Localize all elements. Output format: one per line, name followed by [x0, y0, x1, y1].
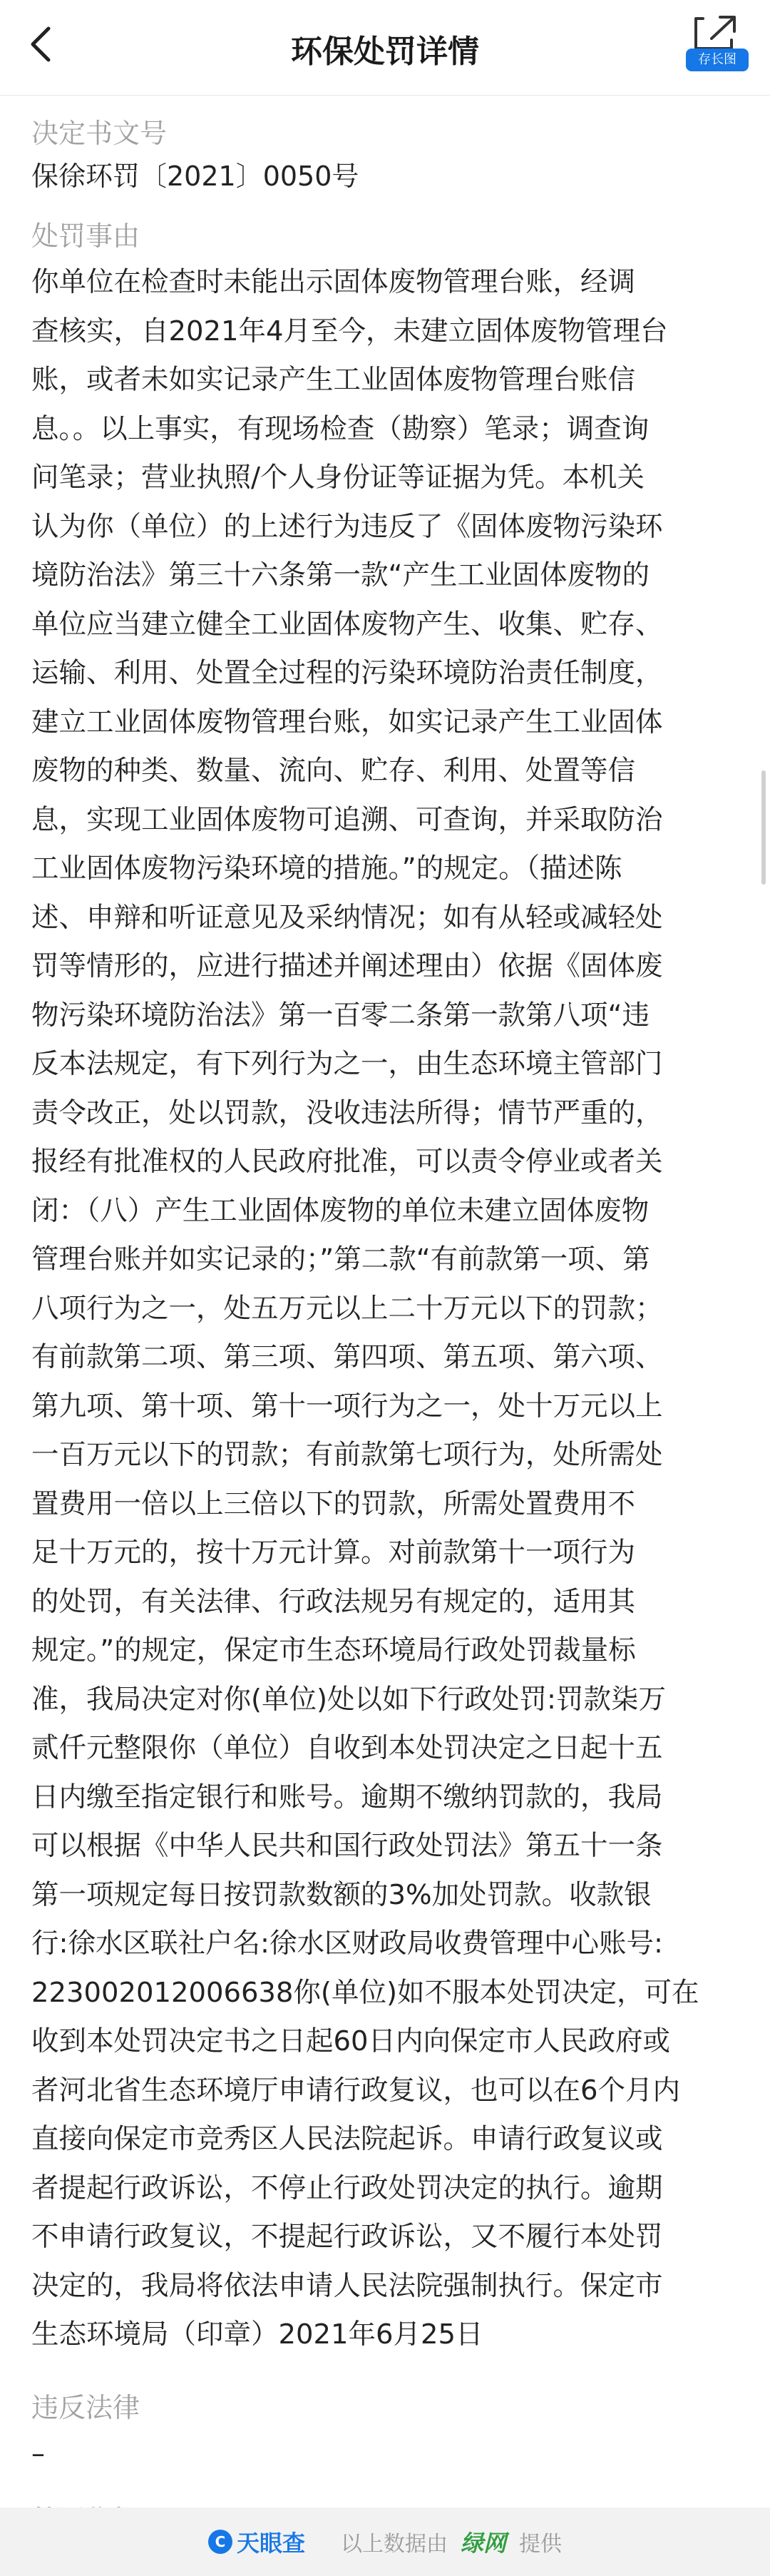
- reason-line: 者提起行政诉讼，不停止行政处罚决定的执行。逾期: [31, 2172, 663, 2204]
- reason-line: 反本法规定，有下列行为之一，由生态环境主管部门: [31, 1048, 663, 1080]
- reason-line: 收到本处罚决定书之日起60日内向保定市人民政府或: [31, 2025, 670, 2057]
- reason-line: 日内缴至指定银行和账号。逾期不缴纳罚款的，我局: [31, 1781, 663, 1813]
- reason-line: 生态环境局（印章）2021年6月25日: [31, 2318, 483, 2351]
- provide-text: 提供: [519, 2532, 563, 2557]
- reason-line: 直接向保定市竞秀区人民法院起诉。申请行政复议或: [31, 2123, 663, 2155]
- reason-line: 闭：（八）产生工业固体废物的单位未建立固体废物: [31, 1194, 650, 1227]
- reason-line: 认为你（单位）的上述行为违反了《固体废物污染环: [31, 510, 663, 543]
- reason-line: 责令改正，处以罚款，没收违法所得；情节严重的，: [31, 1096, 663, 1129]
- reason-line: 你单位在检查时未能出示固体废物管理台账，经调: [31, 266, 636, 298]
- reason-line: 八项行为之一，处五万元以上二十万元以下的罚款；: [31, 1292, 663, 1325]
- reason-line: 规定。”的规定，保定市生态环境局行政处罚裁量标: [31, 1634, 636, 1666]
- reason-line: 查核实，自2021年4月至今，未建立固体废物管理台: [31, 315, 668, 347]
- reason-text: [31, 258, 744, 2360]
- reason-line: 运输、利用、处置全过程的污染环境防治责任制度，: [31, 657, 663, 689]
- reason-line: 准，我局决定对你(单位)处以如下行政处罚:罚款柒万: [31, 1683, 667, 1716]
- reason-line: 账，或者未如实记录产生工业固体废物管理台账信: [31, 364, 636, 396]
- data-source-text: 以上数据由: [341, 2532, 448, 2557]
- tianyancha-mark-icon: C: [208, 2530, 232, 2554]
- reason-line: 223002012006638你(单位)如不服本处罚决定，可在: [31, 1976, 699, 2009]
- reason-line: 问笔录；营业执照/个人身份证等证据为凭。本机关: [31, 462, 645, 494]
- tianyancha-logo: [208, 2525, 305, 2558]
- reason-line: 一百万元以下的罚款；有前款第七项行为，处所需处: [31, 1439, 663, 1471]
- tianyancha-name: 天眼查: [236, 2530, 305, 2557]
- violated-law-value: –: [31, 2437, 45, 2469]
- reason-line: 第九项、第十项、第十一项行为之一，处十万元以上: [31, 1390, 663, 1422]
- reason-line: 报经有批准权的人民政府批准，可以责令停业或者关: [31, 1146, 663, 1178]
- reason-line: 述、申辩和听证意见及采纳情况；如有从轻或减轻处: [31, 901, 663, 934]
- reason-label: 处罚事由: [31, 220, 140, 252]
- reason-line: 单位应当建立健全工业固体废物产生、收集、贮存、: [31, 608, 663, 641]
- doc-no-label: 决定书文号: [31, 118, 168, 149]
- reason-line: 第一项规定每日按罚款数额的3%加处罚款。收款银: [31, 1878, 652, 1911]
- reason-line: 废物的种类、数量、流向、贮存、利用、处置等信: [31, 755, 636, 787]
- reason-line: 贰仟元整限你（单位）自收到本处罚决定之日起十五: [31, 1732, 663, 1764]
- top-bar: [0, 0, 770, 96]
- share-icon: [687, 11, 751, 54]
- partner-logo: 绿网: [461, 2530, 507, 2557]
- scrollbar-thumb[interactable]: [761, 770, 766, 885]
- reason-line: 建立工业固体废物管理台账，如实记录产生工业固体: [31, 706, 663, 738]
- violated-law-label: 违反法律: [31, 2391, 140, 2423]
- reason-line: 工业固体废物污染环境的措施。”的规定。（描述陈: [31, 852, 622, 885]
- reason-line: 境防治法》第三十六条第一款“产生工业固体废物的: [31, 559, 650, 591]
- reason-line: 者河北省生态环境厅申请行政复议，也可以在6个月内: [31, 2074, 680, 2107]
- reason-line: 罚等情形的，应进行描述并阐述理由）依据《固体废: [31, 950, 663, 982]
- reason-line: 息。。以上事实，有现场检查（勘察）笔录；调查询: [31, 412, 650, 445]
- reason-line: 的处罚，有关法律、行政法规另有规定的，适用其: [31, 1585, 636, 1618]
- reason-line: 息，实现工业固体废物可追溯、可查询，并采取防治: [31, 803, 663, 836]
- reason-line: 足十万元的，按十万元计算。对前款第十一项行为: [31, 1537, 636, 1569]
- long-image-badge[interactable]: 存长图: [686, 49, 749, 71]
- page-title: 环保处罚详情: [291, 34, 479, 70]
- reason-line: 置费用一倍以上三倍以下的罚款，所需处置费用不: [31, 1487, 636, 1520]
- reason-line: 可以根据《中华人民共和国行政处罚法》第五十一条: [31, 1830, 663, 1862]
- footer: [0, 2508, 770, 2576]
- reason-line: 行:徐水区联社户名:徐水区财政局收费管理中心账号:: [31, 1928, 663, 1960]
- penalty-detail: [31, 114, 744, 2576]
- reason-line: 管理台账并如实记录的；”第二款“有前款第一项、第: [31, 1243, 650, 1276]
- reason-line: 有前款第二项、第三项、第四项、第五项、第六项、: [31, 1341, 663, 1373]
- reason-line: 决定的，我局将依法申请人民法院强制执行。保定市: [31, 2269, 663, 2302]
- doc-no-value: 保徐环罚〔2021〕0050号: [31, 161, 359, 192]
- reason-line: 不申请行政复议，不提起行政诉讼，又不履行本处罚: [31, 2221, 663, 2253]
- reason-line: 物污染环境防治法》第一百零二条第一款第八项“违: [31, 999, 650, 1032]
